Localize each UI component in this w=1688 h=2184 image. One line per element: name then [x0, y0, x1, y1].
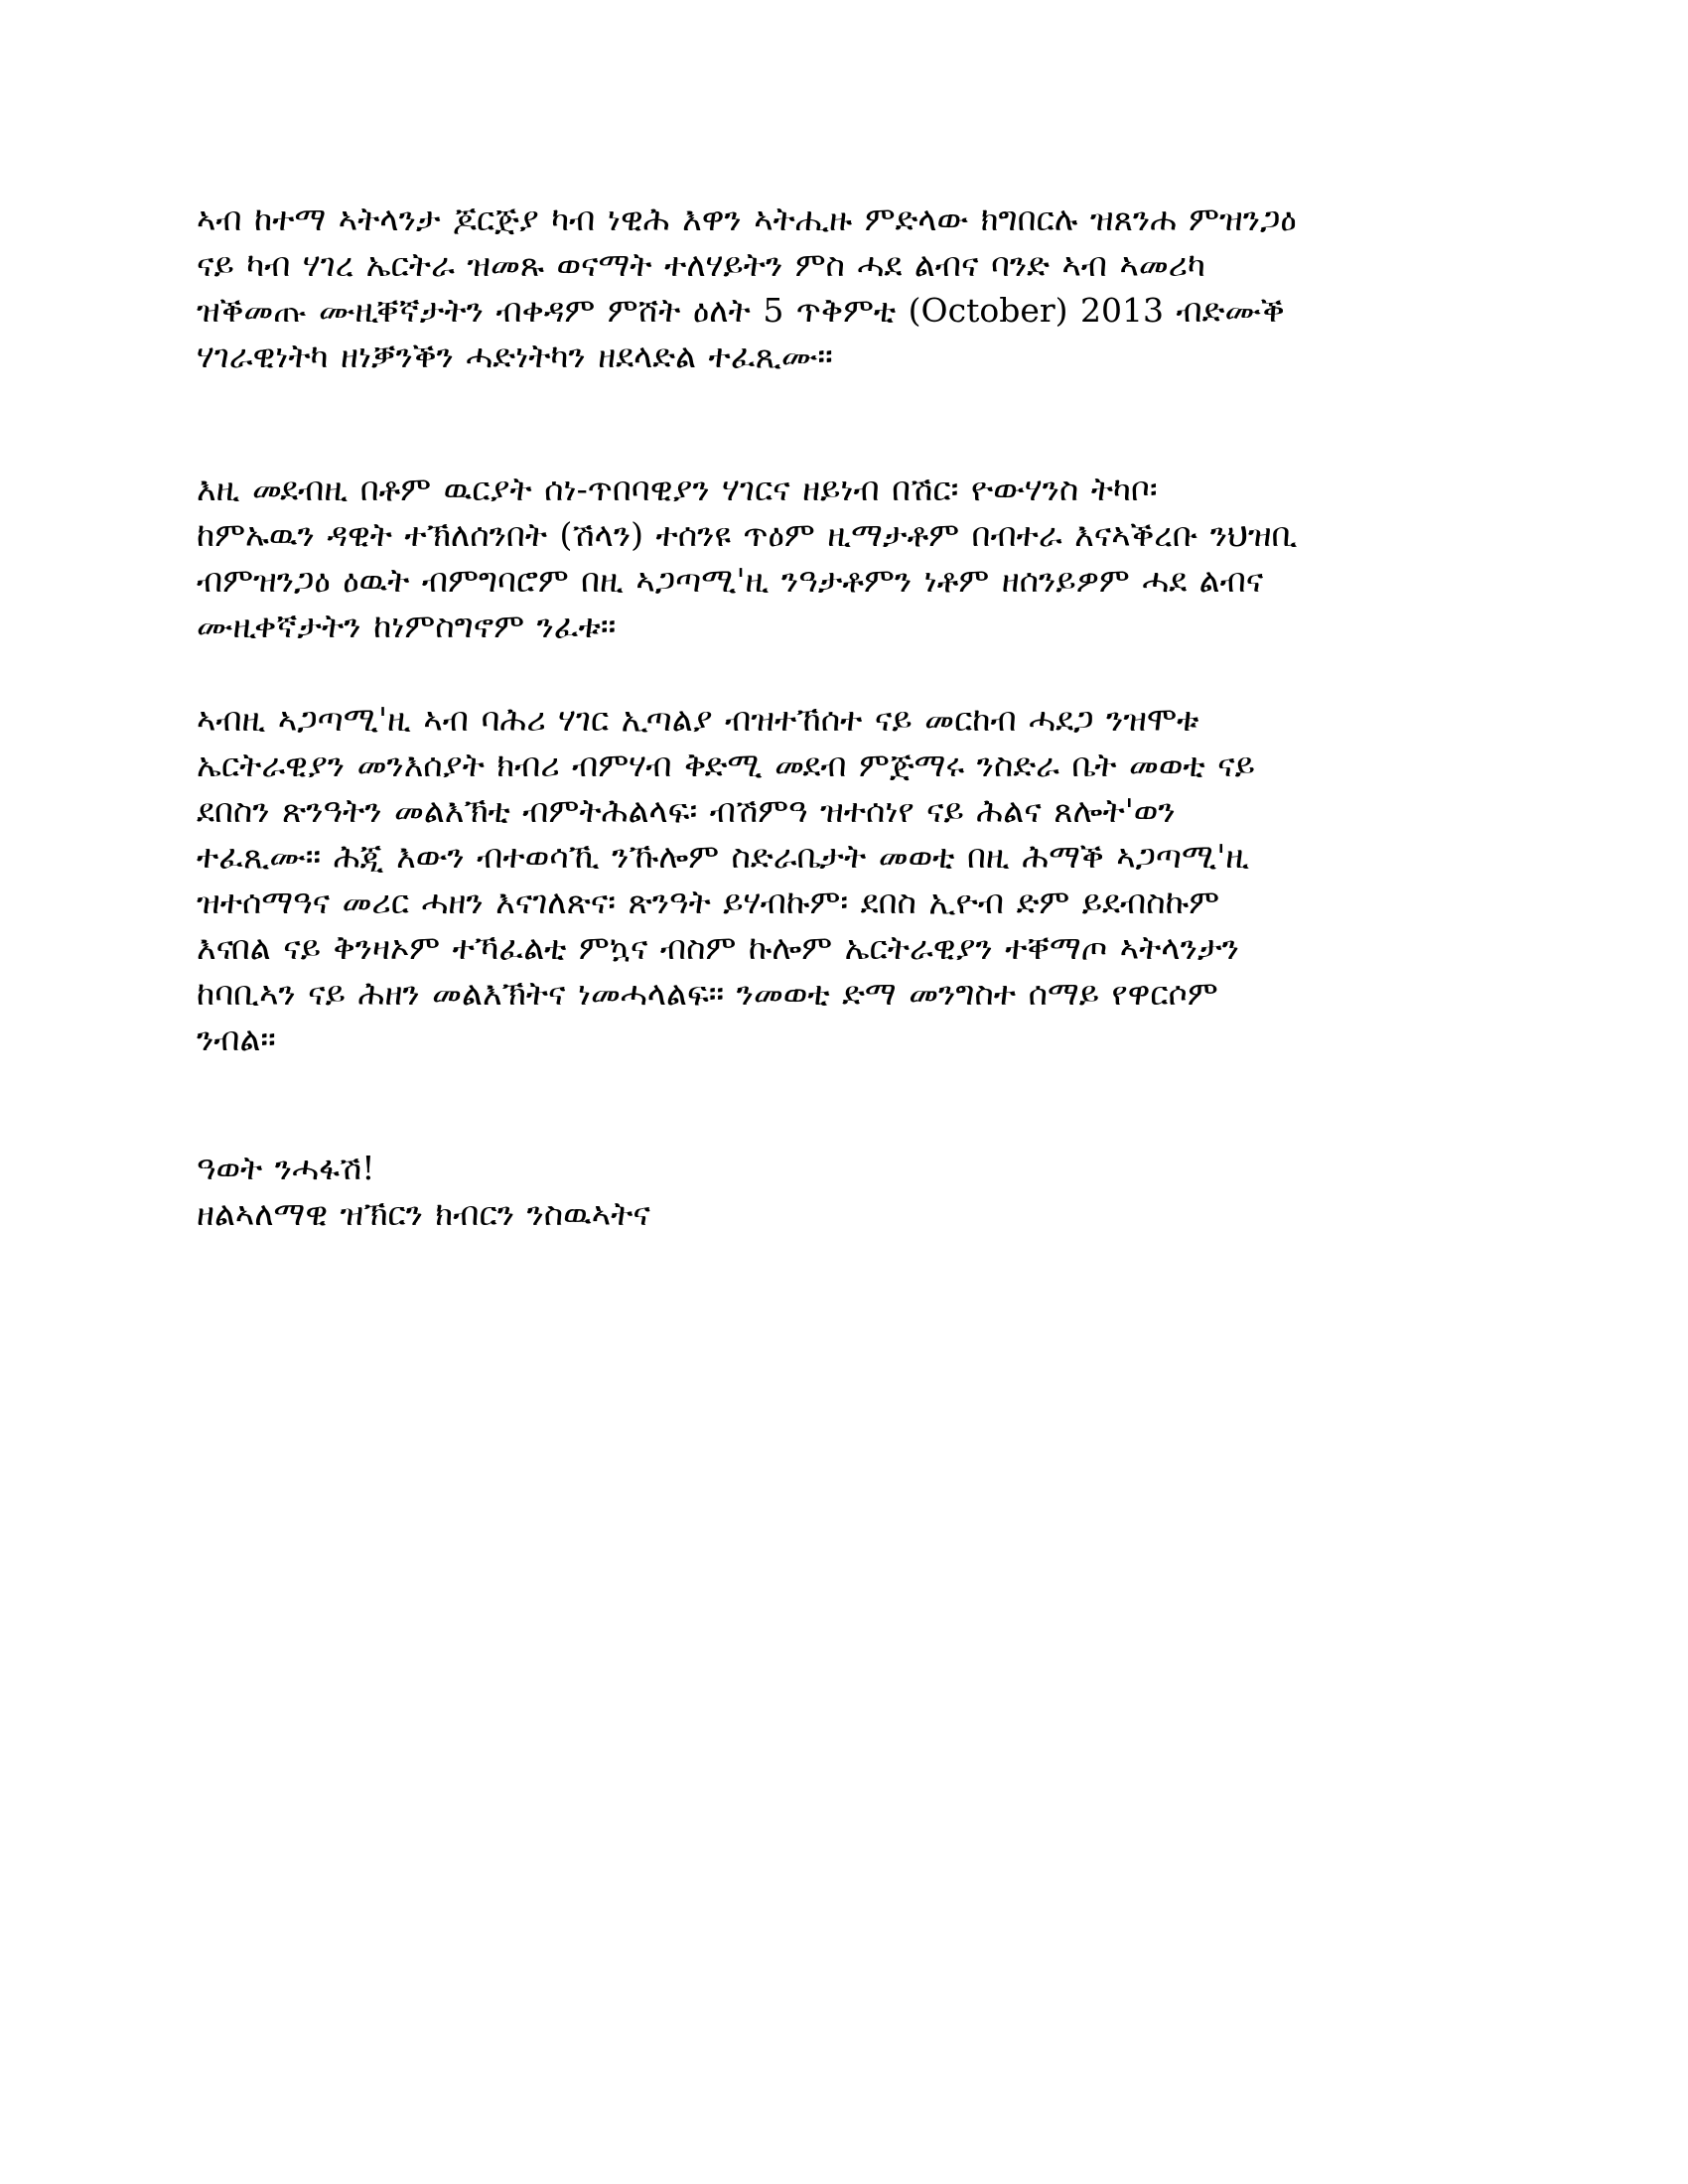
paragraph-line: ንብል። — [197, 1020, 276, 1058]
paragraph-line: ደበስን ጽንዓትን መልእኽቲ ብምትሕልላፍ፡ ብሽምዓ ዝተሰነየ ናይ ሕልና ጸሎት'ወን — [197, 791, 1176, 830]
paragraph-line: ከምኡዉን ዳዊት ተኽለሰንበት (ሽላን) ተሰንዩ ጥዕም ዚማታቶም በብተራ እናኣቕረቡ ንህዝቢ — [197, 515, 1298, 554]
paragraph-line: ዝተሰማዓና መሪር ሓዘን እናገለጽና፡ ጽንዓት ይሃብኩም፡ ደበስ ኢዮብ ድም ይደብስኩም — [197, 883, 1220, 921]
paragraph-line: እናበል ናይ ቅንዛኦም ተኻፈልቲ ምኳና ብስም ኩሎም ኤርትራዊያን ተቐማጦ ኣትላንታን — [197, 928, 1239, 967]
paragraph-line: ብምዝንጋዕ ዕዉት ብምግባሮም በዚ ኣጋጣሚ'ዚ ንዓታቶምን ነቶም ዘሰንይዎም ሓደ ልብና — [197, 561, 1264, 600]
paragraph-line: ሃገራዊነትካ ዘነቓንቕን ሓድነትካን ዘደላድል ተፈጺሙ። — [197, 337, 833, 375]
paragraph-event-announcement — [197, 197, 1487, 379]
paragraph-line: እዚ መደብዚ በቶም ዉርያት ሰነ-ጥበባዊያን ሃገርና ዘይነብ በሽር፡ ዮውሃንስ ትካቦ፡ — [197, 470, 1158, 508]
paragraph-line: ኣብ ከተማ ኣትላንታ ጆርጅያ ካብ ነዊሕ እዋን ኣትሒዙ ምድላው ክግበርሉ ዝጸንሐ ምዝንጋዕ — [197, 200, 1297, 238]
closing-line: ዓወት ንሓፋሽ! — [197, 1149, 375, 1187]
paragraph-line: ዝቕመጡ ሙዚቐኛታትን ብቀዳም ምሸት ዕለት 5 ጥቅምቲ (October) 2013 ብድሙቕ — [197, 291, 1285, 330]
paragraph-line: ተፈጺሙ። ሕጂ እውን ብተወሳኺ ንኹሎም ስድራቤታት መወቲ በዚ ሕማቕ ኣጋጣሚ'ዚ — [197, 837, 1250, 876]
paragraph-line: ሙዚቀኛታትን ከነምስግኖም ንፈቱ። — [197, 607, 617, 645]
paragraph-line: ከባቢኣን ናይ ሕዘን መልእኽትና ነመሓላልፍ። ንመወቲ ድማ መንግስተ ሰማይ የዋርሶም — [197, 974, 1218, 1013]
paragraph-line: ኤርትራዊያን መንእሰያት ክብሪ ብምሃብ ቅድሚ መደብ ምጅማሩ ንስድራ ቤት መወቲ ናይ — [197, 746, 1255, 784]
closing-slogans — [197, 1146, 1487, 1237]
paragraph-line: ኣብዚ ኣጋጣሚ'ዚ ኣብ ባሕሪ ሃገር ኢጣልያ ብዝተኸሰተ ናይ መርከብ ሓደጋ ንዝሞቱ — [197, 700, 1199, 739]
paragraph-line: ናይ ካብ ሃገረ ኤርትራ ዝመጹ ወናማት ተለሃይትን ምስ ሓደ ልብና ባንድ ኣብ ኣመሪካ — [197, 245, 1205, 284]
paragraph-condolences — [197, 697, 1487, 1062]
paragraph-artists-thanks — [197, 467, 1487, 649]
closing-line: ዘልኣለማዊ ዝኽርን ክብርን ንስዉኣትና — [197, 1194, 650, 1233]
